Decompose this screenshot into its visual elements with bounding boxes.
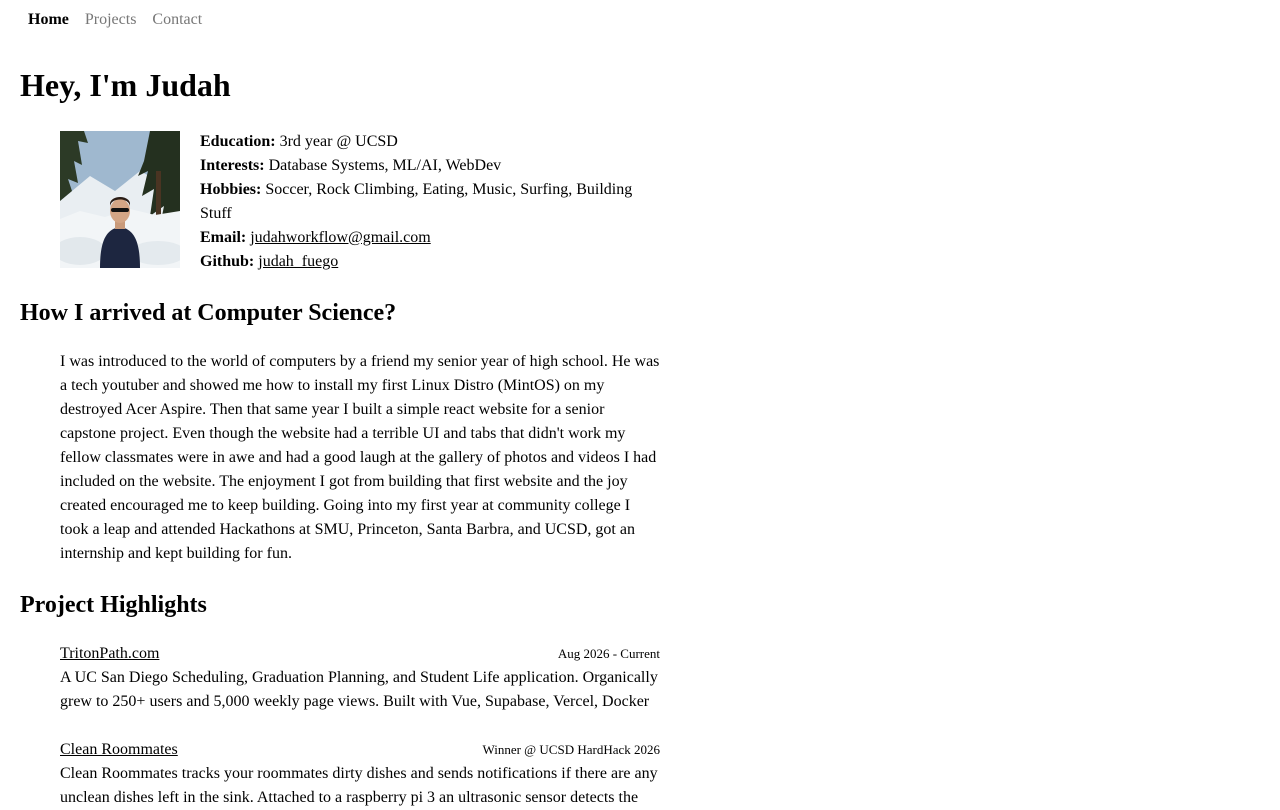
github-label: Github:: [200, 253, 255, 270]
project-item: [60, 642, 660, 714]
interests-label: Interests:: [200, 157, 265, 174]
project-date: Winner @ UCSD HardHack 2026: [482, 742, 660, 757]
project-description: Clean Roommates tracks your roommates dirty dishes and sends notifications if there are any unclean dishes left in the sink. Attached to a raspberry pi 3 an ultrasonic sensor detects the: [60, 765, 658, 806]
interests-row: [200, 154, 660, 178]
page-title: Hey, I'm Judah: [20, 67, 231, 103]
hobbies-label: Hobbies:: [200, 181, 262, 198]
cs-story-paragraph: I was introduced to the world of computers by a friend my senior year of high school. He was a tech youtuber and showed me how to install my first Linux Distro (MintOS) on my destroyed Acer Aspire. Then that same year I built a simple react website for a senior capstone project. Even though the website had a terrible UI and tabs that didn't work my fellow classmates were in awe and had a good laugh at the gallery of photos and videos I had included on the website. The enjoyment I got from building that first website and the joy created encouraged me to keep building. Going into my first year at community college I took a leap and attended Hackathons at SMU, Princeton, Santa Barbra, and UCSD, got an internship and kept building for fun.: [60, 353, 660, 562]
hobbies-row: [200, 178, 660, 226]
nav-contact-link[interactable]: Contact: [152, 11, 203, 28]
project-header: [60, 642, 660, 666]
hobbies-value: Soccer, Rock Climbing, Eating, Music, Surfing, Building Stuff: [200, 181, 633, 222]
email-link[interactable]: judahworkflow@gmail.com: [250, 229, 431, 246]
profile-info: [200, 130, 660, 274]
github-row: [200, 250, 660, 274]
project-link-tritonpath[interactable]: TritonPath.com: [60, 645, 160, 662]
top-nav: [28, 10, 202, 30]
project-date: Aug 2026 - Current: [557, 646, 660, 661]
nav-projects-link[interactable]: Projects: [84, 11, 137, 28]
education-row: [200, 130, 660, 154]
project-header: [60, 738, 660, 762]
projects-heading: Project Highlights: [20, 592, 207, 618]
project-item: [60, 738, 660, 810]
email-label: Email:: [200, 229, 247, 246]
education-label: Education:: [200, 133, 276, 150]
nav-home-link[interactable]: Home: [28, 11, 69, 28]
email-row: [200, 226, 660, 250]
github-link[interactable]: judah_fuego: [258, 253, 339, 270]
interests-value: Database Systems, ML/AI, WebDev: [268, 157, 502, 174]
project-link-clean-roommates[interactable]: Clean Roommates: [60, 741, 178, 758]
education-value: 3rd year @ UCSD: [279, 133, 398, 150]
cs-section-heading: How I arrived at Computer Science?: [20, 300, 397, 326]
profile-photo: [60, 131, 180, 268]
project-description: A UC San Diego Scheduling, Graduation Planning, and Student Life application. Organically grew to 250+ users and 5,000 weekly page views. Built with Vue, Supabase, Vercel, Docker: [60, 669, 658, 710]
